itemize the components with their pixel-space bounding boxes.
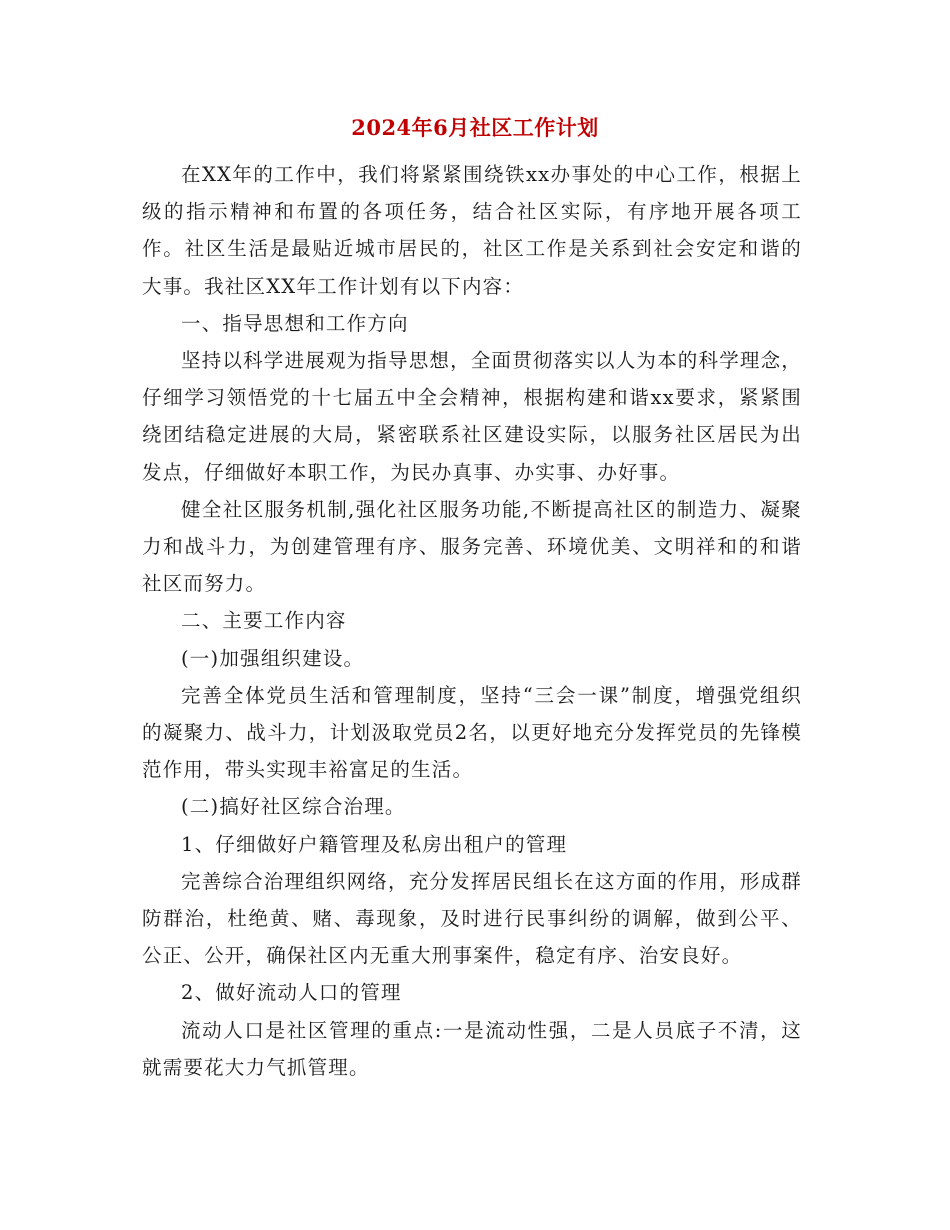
subheading-organization: (一)加强组织建设。 bbox=[181, 646, 365, 670]
heading-guiding-ideology: 一、指导思想和工作方向 bbox=[181, 311, 409, 335]
document-body bbox=[142, 156, 802, 1086]
paragraph-guiding-ideology: 坚持以科学进展观为指导思想，全面贯彻落实以人为本的科学理念，仔细学习领悟党的十七届五中全会精神，根据构建和谐xx要求，紧紧围绕团结稳定进展的大局，紧密联系社区建设实际，以服务社区居民为出发点，仔细做好本职工作，为民办真事、办实事、办好事。 bbox=[142, 349, 803, 484]
item-household-registration: 1、仔细做好户籍管理及私房出租户的管理 bbox=[181, 832, 568, 856]
subheading-governance: (二)搞好社区综合治理。 bbox=[181, 795, 406, 819]
heading-main-work: 二、主要工作内容 bbox=[181, 609, 347, 633]
item-floating-population: 2、做好流动人口的管理 bbox=[181, 981, 402, 1005]
paragraph-intro: 在XX年的工作中，我们将紧紧围绕铁xx办事处的中心工作，根据上级的指示精神和布置的各项任务，结合社区实际，有序地开展各项工作。社区生活是最贴近城市居民的，社区工作是关系到社会安定和谐的大事。我社区XX年工作计划有以下内容： bbox=[142, 163, 802, 298]
paragraph-floating-population: 流动人口是社区管理的重点:一是流动性强，二是人员底子不清，这就需要花大力气抓管理。 bbox=[142, 1018, 802, 1079]
paragraph-organization: 完善全体党员生活和管理制度，坚持“三会一课”制度，增强党组织的凝聚力、战斗力，计划汲取党员2名，以更好地充分发挥党员的先锋模范作用，带头实现丰裕富足的生活。 bbox=[142, 683, 802, 782]
paragraph-service-mechanism: 健全社区服务机制,强化社区服务功能,不断提高社区的制造力、凝聚力和战斗力，为创建管理有序、服务完善、环境优美、文明祥和的和谐社区而努力。 bbox=[142, 497, 802, 596]
document-title: 2024年6月社区工作计划 bbox=[351, 115, 599, 140]
paragraph-governance-network: 完善综合治理组织网络，充分发挥居民组长在这方面的作用，形成群防群治，杜绝黄、赌、毒现象，及时进行民事纠纷的调解，做到公平、公正、公开，确保社区内无重大刑事案件，稳定有序、治安良好。 bbox=[142, 869, 803, 968]
